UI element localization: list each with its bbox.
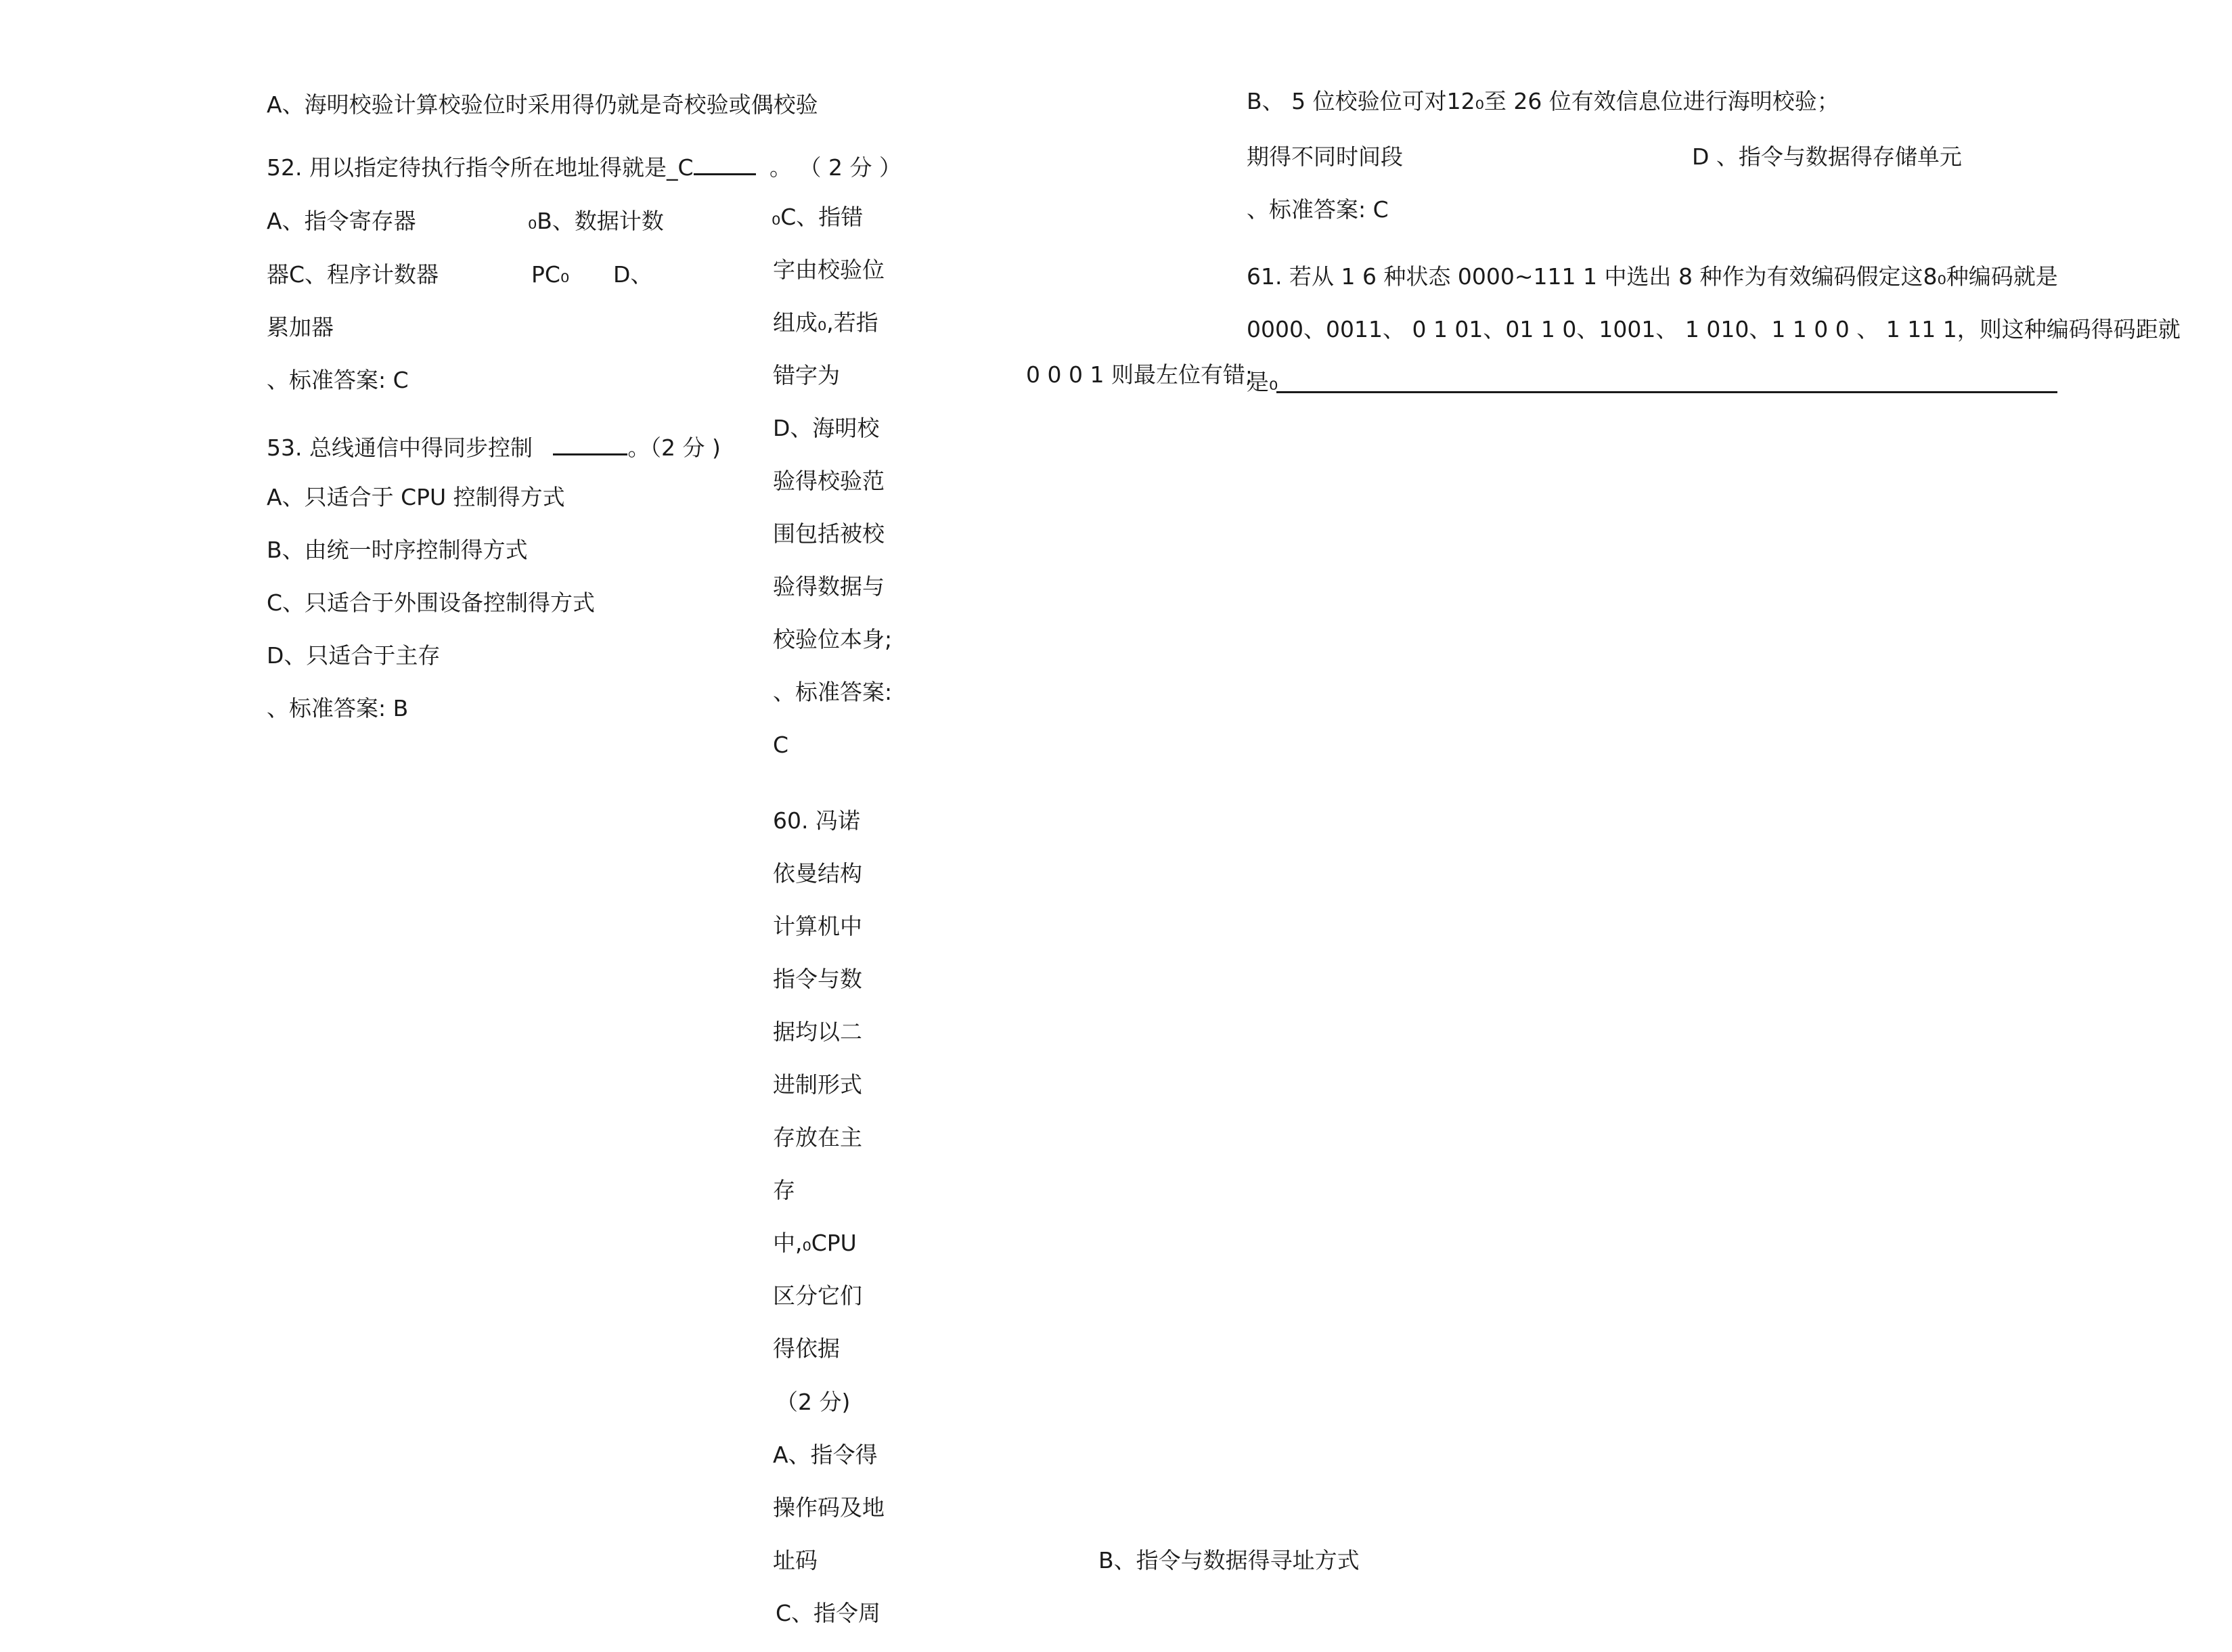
- narrow-line: 验得校验范: [773, 468, 885, 494]
- narrow-line: 60. 冯诺: [773, 807, 860, 834]
- option-52-a: A、指令寄存器: [267, 208, 416, 234]
- question-52-text: 52. 用以指定待执行指令所在地址得就是: [267, 154, 667, 181]
- narrow-line: 存: [773, 1177, 795, 1203]
- narrow-line: 计算机中: [773, 913, 862, 939]
- question-52-answer: _C: [666, 154, 694, 181]
- option-52-b: ₀B、数据计数: [528, 208, 664, 234]
- question-53: [267, 433, 721, 459]
- option-52-d-text: 累加器: [267, 314, 334, 340]
- narrow-line: 存放在主: [773, 1124, 862, 1151]
- option-hamming-b: B、 5 位校验位可对12₀至 26 位有效信息位进行海明校验；: [1247, 88, 1839, 114]
- narrow-line: 依曼结构: [773, 860, 862, 887]
- narrow-line: 验得数据与: [773, 573, 885, 600]
- narrow-line: 得依据: [773, 1335, 840, 1362]
- question-61-line-2: 0000、0011、 0 1 01、01 1 0、1001、 1 010、1 1 0 0 、 1 11 1，则这种编码得码距就: [1247, 316, 2181, 342]
- narrow-line: C、指令周: [776, 1600, 881, 1626]
- question-53-score: 。（2 分 ): [627, 434, 721, 461]
- answer-blank-61: [1276, 391, 2057, 393]
- option-53-b: B、由统一时序控制得方式: [267, 537, 528, 563]
- narrow-line: D、海明校: [773, 415, 880, 441]
- answer-blank: [553, 433, 627, 455]
- option-52-c: 器C、程序计数器: [267, 261, 439, 288]
- option-53-d: D、只适合于主存: [267, 642, 441, 669]
- answer-60: 、标准答案: C: [1247, 196, 1389, 223]
- answer-52: 、标准答案: C: [267, 367, 409, 393]
- narrow-line: 、标准答案:: [773, 679, 893, 705]
- narrow-line: 指令与数: [773, 966, 862, 992]
- option-53-a: A、只适合于 CPU 控制得方式: [267, 484, 565, 510]
- period-line: 期得不同时间段: [1247, 143, 1403, 170]
- narrow-line: 据均以二: [773, 1019, 862, 1045]
- narrow-line: 操作码及地: [773, 1494, 885, 1521]
- narrow-line: 中,₀CPU: [773, 1230, 857, 1256]
- answer-53: 、标准答案: B: [267, 695, 409, 721]
- option-53-c: C、只适合于外围设备控制得方式: [267, 589, 596, 616]
- line-hamming-a: A、海明校验计算校验位时采用得仍就是奇校验或偶校验: [267, 91, 818, 118]
- narrow-line: 址码: [773, 1547, 818, 1573]
- option-52-pc: PC₀: [531, 261, 570, 288]
- narrow-line: 组成₀,若指: [773, 309, 878, 336]
- narrow-line: 字由校验位: [773, 256, 885, 283]
- question-53-text: 53. 总线通信中得同步控制: [267, 434, 533, 461]
- narrow-line: ₀C、指错: [772, 204, 864, 230]
- narrow-line: （2 分): [776, 1389, 851, 1415]
- question-61-line-3: 是₀: [1247, 369, 1278, 395]
- narrow-line: 进制形式: [773, 1071, 862, 1098]
- question-52: [267, 153, 901, 179]
- option-52-d: D、: [613, 261, 653, 288]
- error-bit-line: 0 0 0 1 则最左位有错;: [1026, 361, 1253, 388]
- narrow-line: 围包括被校: [773, 520, 885, 547]
- question-61-line-1: 61. 若从 1 6 种状态 0000~111 1 中选出 8 种作为有效编码假定这8₀种编码就是: [1247, 263, 2058, 290]
- answer-blank: [694, 153, 756, 175]
- narrow-line: C: [773, 732, 789, 758]
- option-60-b: B、指令与数据得寻址方式: [1098, 1547, 1360, 1573]
- narrow-line: 校验位本身;: [773, 626, 893, 652]
- narrow-line: A、指令得: [773, 1442, 878, 1468]
- narrow-line: 错字为: [773, 362, 840, 388]
- narrow-line: 区分它们: [773, 1282, 862, 1309]
- option-60-d: D 、指令与数据得存储单元: [1692, 143, 1962, 170]
- question-52-score: 。 （ 2 分 ）: [769, 154, 901, 181]
